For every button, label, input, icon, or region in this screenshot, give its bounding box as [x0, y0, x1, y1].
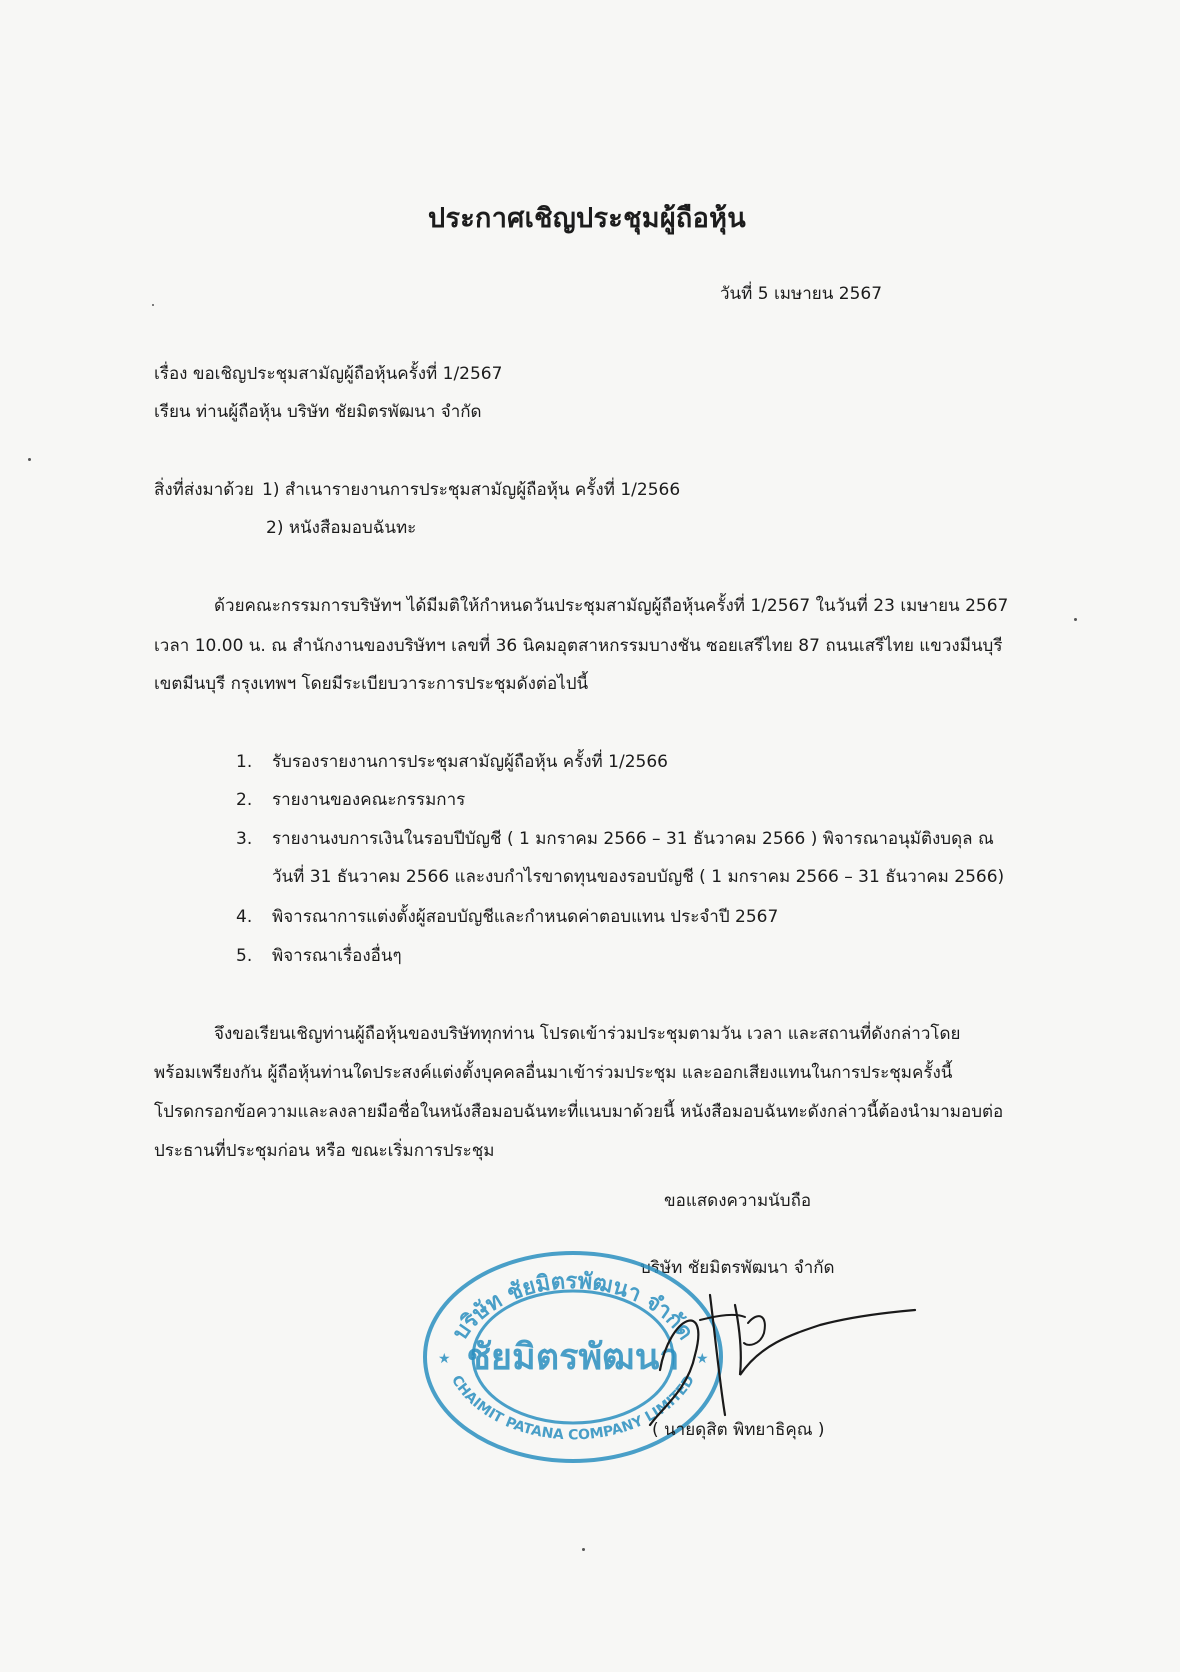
- enclosure-item-2: 2) หนังสือมอบฉันทะ: [266, 518, 417, 538]
- subject-line: เรื่อง ขอเชิญประชุมสามัญผู้ถือหุ้นครั้งที่ 1/2567: [154, 364, 503, 384]
- agenda-num-4: 4.: [236, 907, 253, 927]
- agenda-item-3-continued: วันที่ 31 ธันวาคม 2566 และงบกำไรขาดทุนของรอบบัญชี ( 1 มกราคม 2566 – 31 ธันวาคม 2566): [272, 867, 1005, 887]
- seal-center-text: ชัยมิตรพัฒนา: [466, 1337, 680, 1378]
- enclosures-label: สิ่งที่ส่งมาด้วย: [154, 480, 254, 500]
- scan-speck: [1074, 618, 1077, 621]
- agenda-num-2: 2.: [236, 790, 253, 810]
- intro-line-3: เขตมีนบุรี กรุงเทพฯ โดยมีระเบียบวาระการประชุมดังต่อไปนี้: [154, 674, 589, 694]
- agenda-item-1: รับรองรายงานการประชุมสามัญผู้ถือหุ้น ครั้งที่ 1/2566: [272, 752, 668, 772]
- scan-speck: [152, 304, 154, 306]
- document-title: ประกาศเชิญประชุมผู้ถือหุ้น: [428, 203, 746, 234]
- agenda-item-5: พิจารณาเรื่องอื่นๆ: [272, 946, 402, 966]
- company-line: บริษัท ชัยมิตรพัฒนา จำกัด: [640, 1258, 835, 1278]
- regards-line: ขอแสดงความนับถือ: [664, 1191, 812, 1211]
- intro-line-1: ด้วยคณะกรรมการบริษัทฯ ได้มีมติให้กำหนดวันประชุมสามัญผู้ถือหุ้นครั้งที่ 1/2567 ในวันที่ 23 เมษายน 2567: [214, 596, 1009, 616]
- intro-line-2: เวลา 10.00 น. ณ สำนักงานของบริษัทฯ เลขที่ 36 นิคมอุตสาหกรรมบางชัน ซอยเสรีไทย 87 ถนนเสรีไทย แขวงมีนบุรี: [154, 636, 1003, 656]
- seal-top-text: บริษัท ชัยมิตรพัฒนา จำกัด: [448, 1269, 698, 1345]
- closing-line-3: โปรดกรอกข้อความและลงลายมือชื่อในหนังสือมอบฉันทะที่แนบมาด้วยนี้ หนังสือมอบฉันทะดังกล่าวนี้ต้องนำมามอบต่อ: [154, 1102, 1004, 1122]
- agenda-num-5: 5.: [236, 946, 253, 966]
- agenda-num-1: 1.: [236, 752, 253, 772]
- signer-name: ( นายดุสิต พิทยาธิคุณ ): [652, 1420, 825, 1440]
- closing-line-2: พร้อมเพรียงกัน ผู้ถือหุ้นท่านใดประสงค์แต่งตั้งบุคคลอื่นมาเข้าร่วมประชุม และออกเสียงแทนในการประชุมครั้งนี้: [154, 1063, 953, 1083]
- closing-line-4: ประธานที่ประชุมก่อน หรือ ขณะเริ่มการประชุม: [154, 1141, 495, 1161]
- agenda-item-2: รายงานของคณะกรรมการ: [272, 790, 466, 810]
- date-line: วันที่ 5 เมษายน 2567: [720, 284, 883, 304]
- scan-speck: [582, 1548, 585, 1551]
- seal-star-icon: ★: [438, 1351, 451, 1367]
- enclosure-item-1: 1) สำเนารายงานการประชุมสามัญผู้ถือหุ้น ครั้งที่ 1/2566: [262, 480, 681, 500]
- scan-speck: [28, 458, 31, 461]
- closing-line-1: จึงขอเรียนเชิญท่านผู้ถือหุ้นของบริษัททุกท่าน โปรดเข้าร่วมประชุมตามวัน เวลา และสถานที่ดังกล่าวโดย: [214, 1024, 961, 1044]
- agenda-item-4: พิจารณาการแต่งตั้งผู้สอบบัญชีและกำหนดค่าตอบแทน ประจำปี 2567: [272, 907, 779, 927]
- seal-star-icon: ★: [696, 1351, 709, 1367]
- recipient-line: เรียน ท่านผู้ถือหุ้น บริษัท ชัยมิตรพัฒนา จำกัด: [154, 402, 482, 422]
- seal-bottom-text: CHAIMIT PATANA COMPANY LIMITED: [448, 1372, 699, 1444]
- agenda-num-3: 3.: [236, 829, 253, 849]
- signature-graphic: [640, 1275, 930, 1435]
- agenda-item-3: รายงานงบการเงินในรอบปีบัญชี ( 1 มกราคม 2566 – 31 ธันวาคม 2566 ) พิจารณาอนุมัติงบดุล ณ: [272, 829, 994, 849]
